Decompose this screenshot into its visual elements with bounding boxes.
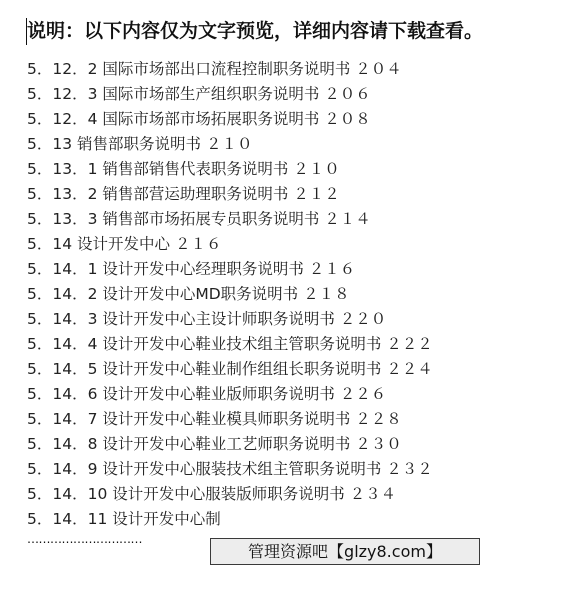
- toc-entry: 5．14．4 设计开发中心鞋业技术组主管职务说明书 ２２２: [27, 335, 433, 353]
- toc-entry: 5．14．10 设计开发中心服装版师职务说明书 ２３４: [27, 485, 397, 503]
- toc-entry: 5．12．4 国际市场部市场拓展职务说明书 ２０８: [27, 110, 371, 128]
- table-of-contents: [27, 57, 433, 532]
- toc-entry: 5．14．8 设计开发中心鞋业工艺师职务说明书 ２３０: [27, 435, 402, 453]
- toc-entry: 5．14 设计开发中心 ２１６: [27, 235, 222, 253]
- toc-entry: 5．14．5 设计开发中心鞋业制作组组长职务说明书 ２２４: [27, 360, 433, 378]
- preview-notice: 说明：以下内容仅为文字预览，详细内容请下载查看。: [27, 20, 484, 42]
- toc-entry: 5．12．3 国际市场部生产组织职务说明书 ２０６: [27, 85, 371, 103]
- source-watermark-badge: 管理资源吧【glzy8.com】: [210, 538, 480, 565]
- toc-entry: 5．13．3 销售部市场拓展专员职务说明书 ２１４: [27, 210, 371, 228]
- toc-entry: 5．14．2 设计开发中心MD职务说明书 ２１８: [27, 285, 350, 303]
- toc-entry: 5．13．1 销售部销售代表职务说明书 ２１０: [27, 160, 340, 178]
- toc-entry: 5．14．7 设计开发中心鞋业模具师职务说明书 ２２８: [27, 410, 402, 428]
- toc-entry: 5．14．11 设计开发中心制: [27, 510, 221, 528]
- toc-entry: 5．14．9 设计开发中心服装技术组主管职务说明书 ２３２: [27, 460, 433, 478]
- toc-entry: 5．14．6 设计开发中心鞋业版师职务说明书 ２２６: [27, 385, 387, 403]
- ellipsis-dots: …………………………: [27, 532, 142, 546]
- toc-entry: 5．14．1 设计开发中心经理职务说明书 ２１６: [27, 260, 356, 278]
- toc-entry: 5．14．3 设计开发中心主设计师职务说明书 ２２０: [27, 310, 387, 328]
- toc-entry: 5．13．2 销售部营运助理职务说明书 ２１２: [27, 185, 340, 203]
- toc-entry: 5．13 销售部职务说明书 ２１０: [27, 135, 253, 153]
- toc-entry: 5．12．2 国际市场部出口流程控制职务说明书 ２０４: [27, 60, 402, 78]
